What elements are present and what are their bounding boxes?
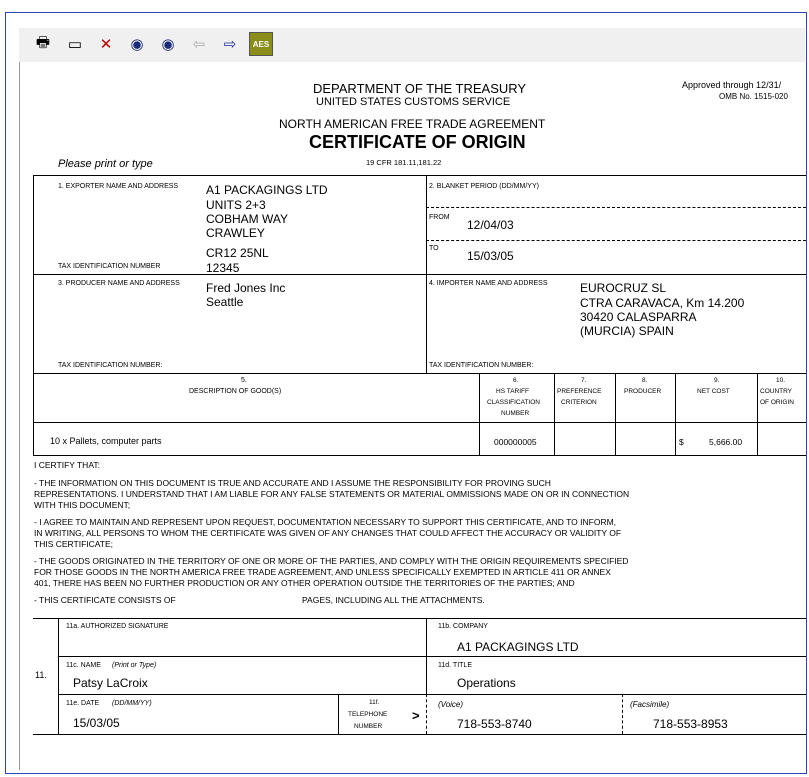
producer-name[interactable]: Fred Jones Inc — [206, 281, 286, 295]
date-hint: (DD/MM/YY) — [112, 700, 152, 707]
col6-header: CLASSIFICATION — [487, 399, 540, 406]
cfr-reference: 19 CFR 181.11,181.22 — [366, 158, 442, 167]
rule — [615, 373, 616, 455]
save-icon[interactable]: ▭ — [67, 36, 83, 53]
certify-line: - THE INFORMATION ON THIS DOCUMENT IS TRUE AND ACCURATE AND I ASSUME THE RESPONSIBILITY FOR PROVING SUCH — [34, 478, 551, 488]
voice-label: (Voice) — [438, 700, 464, 709]
col8-number: 8. — [642, 377, 648, 384]
name-value[interactable]: Patsy LaCroix — [73, 676, 148, 690]
producer-tax-label: TAX IDENTIFICATION NUMBER: — [58, 362, 163, 369]
rule — [58, 656, 806, 657]
certify-line: REPRESENTATIONS. I UNDERSTAND THAT I AM LIABLE FOR ANY FALSE STATEMENTS OR MATERIAL OMMISSIONS MADE ON OR IN CONNECTION — [34, 489, 630, 499]
dept-heading: DEPARTMENT OF THE TREASURY — [313, 81, 527, 96]
col10-header: OF ORIGIN — [760, 399, 794, 406]
col7-number: 7. — [581, 377, 587, 384]
importer-name[interactable]: EUROCRUZ SL — [580, 281, 667, 295]
rule — [33, 274, 806, 275]
col7-header: CRITERION — [561, 399, 597, 406]
date-label: 11e. DATE — [66, 700, 100, 707]
toolbar — [19, 28, 805, 62]
approval-note: Approved through 12/31/ — [682, 80, 782, 90]
exporter-name[interactable]: A1 PACKAGINGS LTD — [206, 183, 328, 197]
col8-header: PRODUCER — [624, 388, 662, 395]
rule — [426, 240, 806, 241]
to-date[interactable]: 15/03/05 — [467, 249, 514, 263]
col5-header: DESCRIPTION OF GOOD(S) — [189, 388, 282, 395]
print-note: Please print or type — [58, 158, 153, 170]
rule — [33, 422, 806, 423]
col10-header: COUNTRY — [760, 388, 793, 395]
certify-line: - THIS CERTIFICATE CONSISTS OF — [34, 595, 176, 605]
net-cost[interactable]: 5,666.00 — [709, 437, 743, 447]
search-icon[interactable]: ◉ — [130, 36, 144, 53]
date-value[interactable]: 15/03/05 — [73, 716, 120, 730]
page-title: CERTIFICATE OF ORIGIN — [309, 132, 526, 152]
rule — [58, 694, 806, 695]
exporter-address-line[interactable]: CRAWLEY — [206, 226, 265, 240]
rule — [33, 618, 806, 619]
exporter-label: 1. EXPORTER NAME AND ADDRESS — [58, 183, 179, 190]
blanket-period-label: 2. BLANKET PERIOD (DD/MM/YY) — [429, 183, 539, 190]
rule — [33, 455, 806, 456]
agreement-heading: NORTH AMERICAN FREE TRADE AGREEMENT — [279, 117, 546, 131]
find-icon[interactable]: ◉ — [161, 36, 175, 53]
importer-label: 4. IMPORTER NAME AND ADDRESS — [429, 280, 548, 287]
title-value[interactable]: Operations — [457, 676, 516, 690]
title-label: 11d. TITLE — [438, 662, 472, 669]
col6-number: 6. — [513, 377, 519, 384]
col10-number: 10. — [776, 377, 786, 384]
certify-line: 401, THERE HAS BEEN NO FURTHER PRODUCTION OR ANY OTHER OPERATION OUTSIDE THE TERRITORIES OF THE PARTIES; AND — [34, 578, 575, 588]
rule — [426, 694, 427, 734]
rule — [554, 373, 555, 455]
col9-number: 9. — [714, 377, 720, 384]
exporter-address-line[interactable]: COBHAM WAY — [206, 212, 289, 226]
rule — [426, 207, 806, 208]
back-arrow-icon[interactable]: ⇦ — [192, 36, 206, 53]
importer-tax-label: TAX IDENTIFICATION NUMBER: — [429, 362, 534, 369]
col9-header: NET COST — [697, 388, 730, 395]
rule — [33, 175, 806, 176]
rule — [479, 373, 480, 455]
col6-header: HS TARIFF — [496, 388, 529, 395]
rule — [338, 694, 339, 734]
currency-symbol: $ — [679, 437, 684, 447]
importer-address-line[interactable]: CTRA CARAVACA, Km 14.200 — [580, 296, 745, 310]
arrow-icon: > — [412, 708, 420, 723]
telephone-label: NUMBER — [354, 723, 383, 730]
certify-line: FOR THOSE GOODS IN THE NORTH AMERICA FREE TRADE AGREEMENT, AND UNLESS SPECIFICALLY EXEMPTED IN ARTICLE 411 OR ANNEX — [34, 567, 611, 577]
certify-line: - I AGREE TO MAINTAIN AND REPRESENT UPON REQUEST, DOCUMENTATION NECESSARY TO SUPPORT THIS CERTIFICATE, AND TO INFORM, — [34, 517, 617, 527]
rule — [426, 618, 427, 694]
name-hint: (Print or Type) — [112, 662, 157, 669]
certify-intro: I CERTIFY THAT: — [34, 460, 100, 470]
aes-icon[interactable]: AES — [249, 32, 273, 56]
rule — [675, 373, 676, 455]
col7-header: PREFERENCE — [557, 388, 602, 395]
from-label: FROM — [429, 214, 450, 221]
certificate-document — [19, 62, 806, 770]
fax-label: (Facsimile) — [630, 700, 670, 709]
voice-number[interactable]: 718-553-8740 — [457, 717, 532, 731]
to-label: TO — [429, 245, 439, 252]
col6-header: NUMBER — [501, 410, 530, 417]
importer-address-line[interactable]: 30420 CALASPARRA — [580, 310, 697, 324]
col5-number: 5. — [241, 377, 247, 384]
company-value[interactable]: A1 PACKAGINGS LTD — [457, 640, 579, 654]
telephone-label: TELEPHONE — [348, 711, 388, 718]
goods-description[interactable]: 10 x Pallets, computer parts — [50, 436, 162, 446]
service-heading: UNITED STATES CUSTOMS SERVICE — [316, 96, 511, 108]
exporter-address-line[interactable]: UNITS 2+3 — [206, 198, 266, 212]
exporter-address-line[interactable]: CR12 25NL — [206, 246, 269, 260]
rule — [622, 694, 623, 734]
company-label: 11b. COMPANY — [438, 623, 488, 630]
producer-label: 3. PRODUCER NAME AND ADDRESS — [58, 280, 180, 287]
name-label: 11c. NAME — [66, 662, 101, 669]
fax-number[interactable]: 718-553-8953 — [653, 717, 728, 731]
hs-number[interactable]: 000000005 — [494, 437, 537, 447]
omb-number: OMB No. 1515-020 — [719, 92, 788, 101]
print-icon[interactable]: 🖶 — [35, 33, 51, 51]
rule — [33, 175, 34, 455]
importer-address-line[interactable]: (MURCIA) SPAIN — [580, 324, 674, 338]
certify-line: PAGES, INCLUDING ALL THE ATTACHMENTS. — [302, 595, 485, 605]
rule — [33, 373, 806, 374]
forward-arrow-icon[interactable]: ⇨ — [223, 36, 237, 53]
from-date[interactable]: 12/04/03 — [467, 218, 514, 232]
exporter-tax-label: TAX IDENTIFICATION NUMBER — [58, 263, 161, 270]
exporter-tax-id[interactable]: 12345 — [206, 261, 240, 275]
certify-line: IN WRITING, ALL PERSONS TO WHOM THE CERTIFICATE WAS GIVEN OF ANY CHANGES THAT COULD AFFECT THE ACCURACY OR VALIDITY OF — [34, 528, 622, 538]
certify-line: - THE GOODS ORIGINATED IN THE TERRITORY OF ONE OR MORE OF THE PARTIES, AND COMPLY WITH THE ORIGIN REQUIREMENTS SPECIFIED — [34, 556, 629, 566]
delete-icon[interactable]: ✕ — [99, 36, 113, 53]
telephone-label: 11f. — [369, 699, 380, 706]
rule — [58, 618, 59, 734]
rule — [33, 734, 806, 735]
producer-address-line[interactable]: Seattle — [206, 295, 244, 309]
section11-number: 11. — [35, 670, 47, 680]
certify-line: THIS CERTIFICATE; — [34, 539, 114, 549]
rule — [757, 373, 758, 455]
certify-line: WITH THIS DOCUMENT; — [34, 500, 131, 510]
signature-label: 11a. AUTHORIZED SIGNATURE — [66, 623, 169, 630]
